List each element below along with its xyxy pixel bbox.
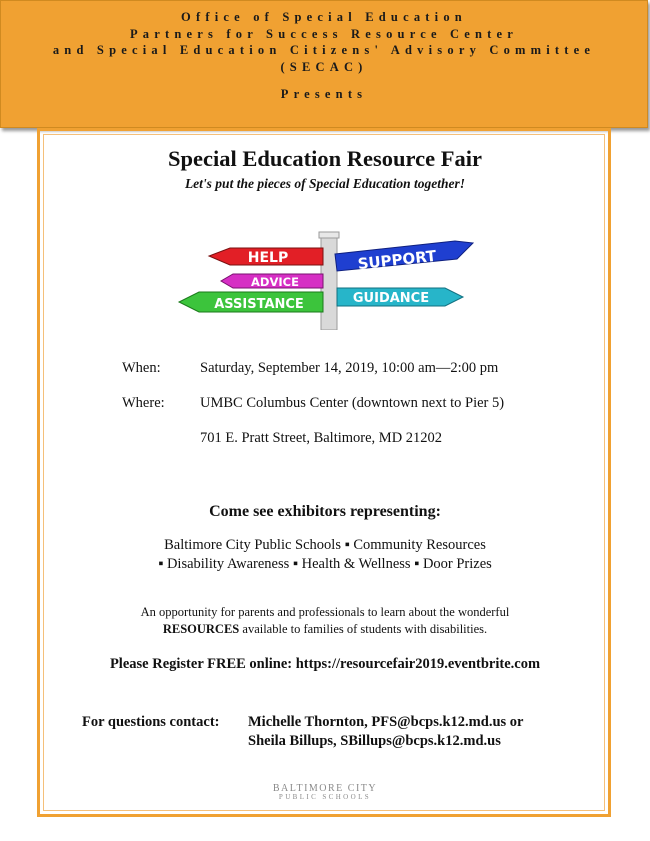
exhibitors-heading: Come see exhibitors representing: [209, 503, 441, 520]
opportunity-line-2-rest: available to families of students with disabilities. [239, 622, 488, 636]
signpost-illustration [175, 230, 475, 330]
when-value: Saturday, September 14, 2019, 10:00 am—2:00 pm [200, 360, 499, 376]
guidance-label: GUIDANCE [352, 291, 430, 306]
address: 701 E. Pratt Street, Baltimore, MD 21202 [200, 430, 443, 446]
header-banner [0, 0, 648, 128]
header-presents: Presents [280, 87, 368, 101]
signpost-pole-top [319, 232, 339, 238]
contact-line-2[interactable]: Sheila Billups, SBillups@bcps.k12.md.us [248, 733, 501, 749]
support-label: SUPPORT [356, 246, 438, 274]
opportunity-line-1: An opportunity for parents and professionals to learn about the wonderful [140, 605, 510, 619]
header-line-2: Partners for Success Resource Center [129, 26, 519, 41]
header-line-4: (SECAC) [280, 59, 368, 74]
where-label: Where: [122, 395, 165, 411]
help-label: HELP [247, 250, 289, 266]
resources-emphasis: RESOURCES [162, 622, 240, 636]
header-line-3: and Special Education Citizens' Advisory Committee [52, 43, 596, 57]
logo-line-1: BALTIMORE CITY [272, 783, 378, 794]
where-value: UMBC Columbus Center (downtown next to Pier 5) [200, 395, 505, 411]
header-line-1: Office of Special Education [181, 10, 467, 24]
assistance-label: ASSISTANCE [214, 297, 304, 312]
exhibitors-line-1: Baltimore City Public Schools ▪ Community Resources [164, 537, 486, 553]
when-label: When: [122, 360, 161, 376]
opportunity-line-2 [0, 622, 650, 637]
advice-label: ADVICE [251, 275, 299, 289]
exhibitors-line-2: ▪ Disability Awareness ▪ Health & Wellness ▪ Door Prizes [158, 556, 492, 572]
contact-label: For questions contact: [82, 714, 220, 730]
bcps-logo [0, 783, 650, 801]
event-title: Special Education Resource Fair [168, 146, 482, 171]
logo-line-2: PUBLIC SCHOOLS [278, 793, 372, 801]
event-subtitle: Let's put the pieces of Special Education together! [184, 176, 466, 191]
register-link[interactable]: Please Register FREE online: https://resourcefair2019.eventbrite.com [109, 656, 541, 672]
contact-line-1[interactable]: Michelle Thornton, PFS@bcps.k12.md.us or [248, 714, 524, 730]
